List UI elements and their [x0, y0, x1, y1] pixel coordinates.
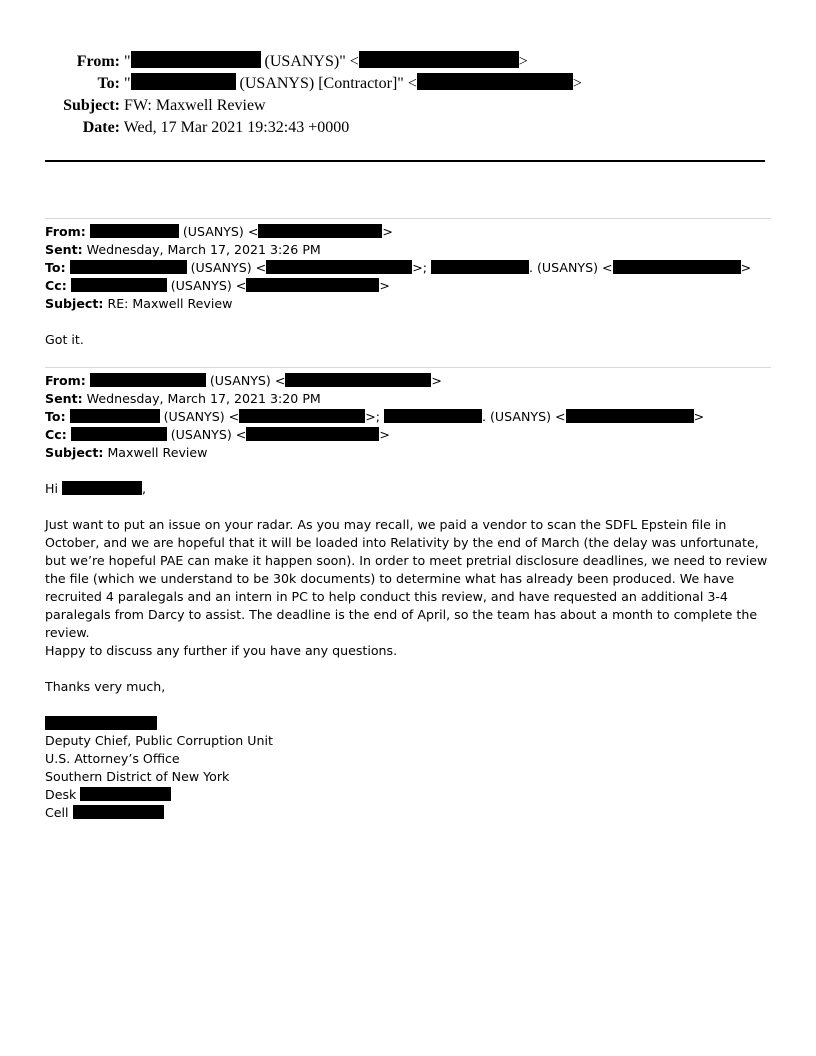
redaction-block	[285, 373, 431, 387]
email2-sent-value: Wednesday, March 17, 2021 3:20 PM	[82, 391, 321, 406]
greeting-text: Hi	[45, 481, 58, 496]
email2-cc-org: (USANYS) <	[166, 427, 247, 442]
email1-to-separator: >;	[412, 260, 431, 275]
email1-cc-org: (USANYS) <	[166, 278, 247, 293]
header-to-quote: "	[124, 75, 131, 92]
redaction-block	[359, 51, 519, 68]
signature-cell	[45, 804, 164, 822]
email2-cc-row	[45, 426, 390, 444]
signature-desk	[45, 786, 171, 804]
email1-sent-row	[45, 241, 321, 259]
header-divider	[45, 160, 765, 162]
email1-to-row	[45, 259, 751, 277]
redaction-block	[70, 409, 160, 423]
redaction-block	[90, 224, 179, 238]
redaction-block	[384, 409, 482, 423]
header-subject-label: Subject:	[63, 97, 120, 114]
email2-subject-label: Subject:	[45, 445, 104, 460]
signature-office: U.S. Attorney’s Office	[45, 751, 180, 766]
email2-to-label: To:	[45, 409, 66, 424]
email2-closing: Thanks very much,	[45, 679, 166, 694]
email1-cc-label: Cc:	[45, 278, 67, 293]
header-to-row	[0, 73, 582, 95]
redaction-block	[566, 409, 694, 423]
header-subject-row	[0, 95, 266, 117]
signature-name-redaction	[45, 716, 157, 730]
header-from-close: >	[518, 53, 528, 70]
redaction-block	[71, 427, 167, 441]
email1-subject-row	[45, 295, 232, 313]
header-subject-value: FW: Maxwell Review	[124, 97, 266, 114]
email1-from-row	[45, 223, 393, 241]
redaction-block	[73, 805, 164, 819]
redaction-block	[266, 260, 412, 274]
email2-to-row	[45, 408, 704, 426]
redaction-block	[45, 716, 157, 730]
header-date-value: Wed, 17 Mar 2021 19:32:43 +0000	[123, 119, 350, 136]
email1-to-org1: (USANYS) <	[186, 260, 267, 275]
redaction-block	[239, 409, 365, 423]
email1-divider	[45, 218, 771, 219]
redaction-block	[62, 481, 142, 495]
email1-subject-label: Subject:	[45, 296, 104, 311]
email2-to-separator: >;	[365, 409, 384, 424]
signature-cell-label: Cell	[45, 805, 73, 820]
email1-from-label: From:	[45, 224, 86, 239]
redaction-block	[246, 278, 379, 292]
email1-to-close: >	[740, 260, 752, 275]
email1-from-close: >	[382, 224, 393, 239]
redaction-block	[417, 73, 573, 90]
header-to-label: To:	[97, 75, 120, 92]
email2-subject-value: Maxwell Review	[103, 445, 208, 460]
header-to-org: (USANYS) [Contractor]" <	[235, 75, 417, 92]
email2-subject-row	[45, 444, 207, 462]
email1-subject-value: RE: Maxwell Review	[103, 296, 233, 311]
email2-from-row	[45, 372, 442, 390]
email2-to-org2: . (USANYS) <	[482, 409, 566, 424]
email1-cc-close: >	[379, 278, 390, 293]
header-from-label: From:	[76, 53, 120, 70]
header-from-org: (USANYS)" <	[260, 53, 359, 70]
signature-desk-label: Desk	[45, 787, 81, 802]
email1-body: Got it.	[45, 332, 84, 347]
email2-from-close: >	[431, 373, 442, 388]
signature-district: Southern District of New York	[45, 769, 230, 784]
redaction-block	[80, 787, 171, 801]
redaction-block	[71, 278, 167, 292]
redaction-block	[90, 373, 206, 387]
redaction-block	[131, 73, 236, 90]
email1-cc-row	[45, 277, 390, 295]
signature-title: Deputy Chief, Public Corruption Unit	[45, 733, 273, 748]
email2-greeting	[45, 480, 146, 498]
email2-to-close: >	[693, 409, 705, 424]
email2-cc-label: Cc:	[45, 427, 67, 442]
redaction-block	[246, 427, 379, 441]
email1-from-org: (USANYS) <	[178, 224, 259, 239]
email1-to-org2: . (USANYS) <	[529, 260, 613, 275]
email1-sent-label: Sent:	[45, 242, 83, 257]
email2-paragraph-2: Happy to discuss any further if you have any questions.	[45, 643, 398, 658]
redaction-block	[131, 51, 261, 68]
header-from-row	[0, 51, 528, 73]
redaction-block	[70, 260, 187, 274]
redaction-block	[258, 224, 382, 238]
greeting-comma: ,	[142, 481, 147, 496]
email2-sent-label: Sent:	[45, 391, 83, 406]
email2-from-label: From:	[45, 373, 86, 388]
email2-cc-close: >	[379, 427, 390, 442]
header-date-row	[0, 117, 349, 139]
redaction-block	[431, 260, 529, 274]
header-date-label: Date:	[82, 119, 120, 136]
header-to-close: >	[572, 75, 582, 92]
email1-to-label: To:	[45, 260, 66, 275]
email2-sent-row	[45, 390, 321, 408]
header-from-quote: "	[124, 53, 131, 70]
email1-sent-value: Wednesday, March 17, 2021 3:26 PM	[82, 242, 321, 257]
redaction-block	[613, 260, 741, 274]
email2-from-org: (USANYS) <	[205, 373, 286, 388]
email2-divider	[45, 367, 771, 368]
email2-to-org1: (USANYS) <	[159, 409, 240, 424]
email2-paragraph-1: Just want to put an issue on your radar. As you may recall, we paid a vendor to scan the SDFL Epstein file in October, and we are hopeful that it will be loaded into Relativity by the end of March (the delay was unfortunate, but we’re hopeful PAE can make it happen soon). In order to meet pretrial disclosure deadlines, we need to review the file (which we understand to be 30k documents) to determine what has already been produced. We have recruited 4 paralegals and an intern in PC to help conduct this review, and have requested an additional 3-4 paralegals from Darcy to assist. The deadline is the end of April, so the team has about a month to complete the review.	[45, 517, 768, 640]
